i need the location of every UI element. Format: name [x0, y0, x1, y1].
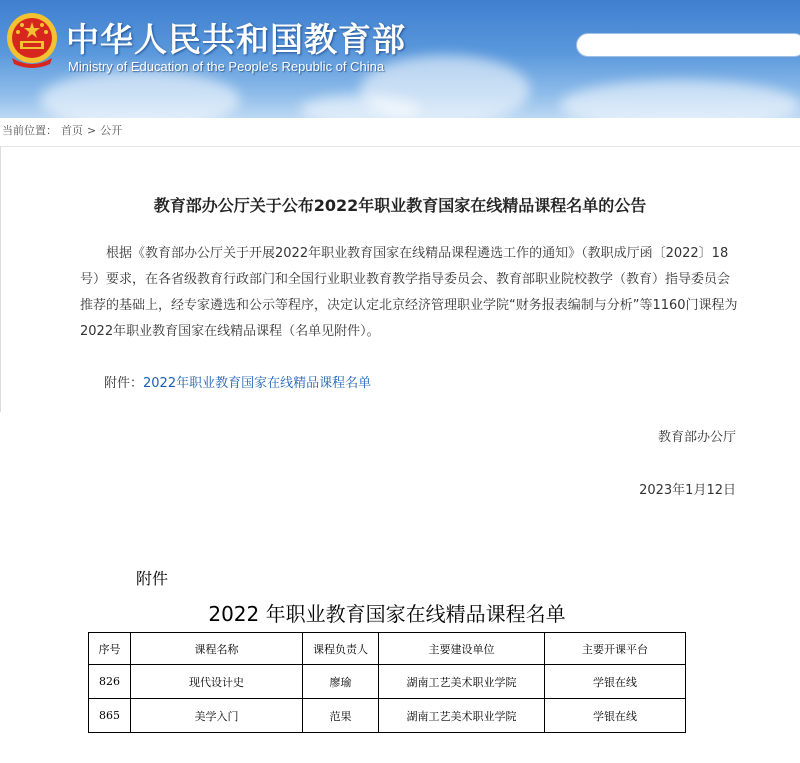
table-header-row — [89, 633, 686, 665]
site-subtitle: Ministry of Education of the People's Republic of China — [68, 59, 385, 74]
national-emblem-icon — [4, 8, 60, 72]
attachment-link[interactable]: 2022年职业教育国家在线精品课程名单 — [143, 376, 372, 391]
header-course-name: 课程名称 — [131, 633, 303, 665]
attachment-line — [104, 372, 371, 391]
header-institution: 主要建设单位 — [379, 633, 545, 665]
article-title: 教育部办公厅关于公布2022年职业教育国家在线精品课程名单的公告 — [153, 196, 647, 215]
cell-course-name: 美学入门 — [131, 699, 303, 733]
header-banner — [0, 0, 800, 118]
header-index: 序号 — [89, 633, 131, 665]
cell-course-lead: 廖瑜 — [303, 665, 379, 699]
attachment-doc-title: 2022 年职业教育国家在线精品课程名单 — [208, 602, 566, 626]
breadcrumb — [0, 121, 122, 139]
cell-platform: 学银在线 — [545, 699, 686, 733]
signature: 教育部办公厅 — [657, 430, 736, 445]
course-table — [88, 632, 686, 733]
cell-index: 865 — [89, 699, 131, 733]
publish-date: 2023年1月12日 — [639, 483, 736, 498]
site-title: 中华人民共和国教育部 — [66, 20, 406, 59]
breadcrumb-current-link[interactable]: 公开 — [100, 124, 123, 137]
attachment-doc-label: 附件 — [136, 569, 169, 588]
cell-platform: 学银在线 — [545, 665, 686, 699]
breadcrumb-home-link[interactable]: 首页 — [61, 124, 83, 137]
cell-course-name: 现代设计史 — [131, 665, 303, 699]
attachment-prefix: 附件： — [104, 376, 144, 391]
cell-institution: 湖南工艺美术职业学院 — [379, 699, 545, 733]
cell-index: 826 — [89, 665, 131, 699]
table-row — [89, 699, 686, 733]
cell-institution: 湖南工艺美术职业学院 — [379, 665, 545, 699]
breadcrumb-label: 当前位置： — [2, 124, 57, 137]
header-platform: 主要开课平台 — [545, 633, 686, 665]
header-course-lead: 课程负责人 — [303, 633, 379, 665]
breadcrumb-separator: > — [87, 123, 97, 137]
search-input[interactable] — [576, 33, 800, 57]
cell-course-lead: 范果 — [303, 699, 379, 733]
table-row — [89, 665, 686, 699]
article-body: 根据《教育部办公厅关于开展2022年职业教育国家在线精品课程遴选工作的通知》（教职成厅函〔2022〕18号）要求，在各省级教育行政部门和全国行业职业教育教学指导委员会、教育部职业院校教学（教育）指导委员会推荐的基础上，经专家遴选和公示等程序，决定认定北京经济管理职业学院“财务报表编制与分析”等1160门课程为2022年职业教育国家在线精品课程（名单见附件）。 — [80, 246, 738, 339]
